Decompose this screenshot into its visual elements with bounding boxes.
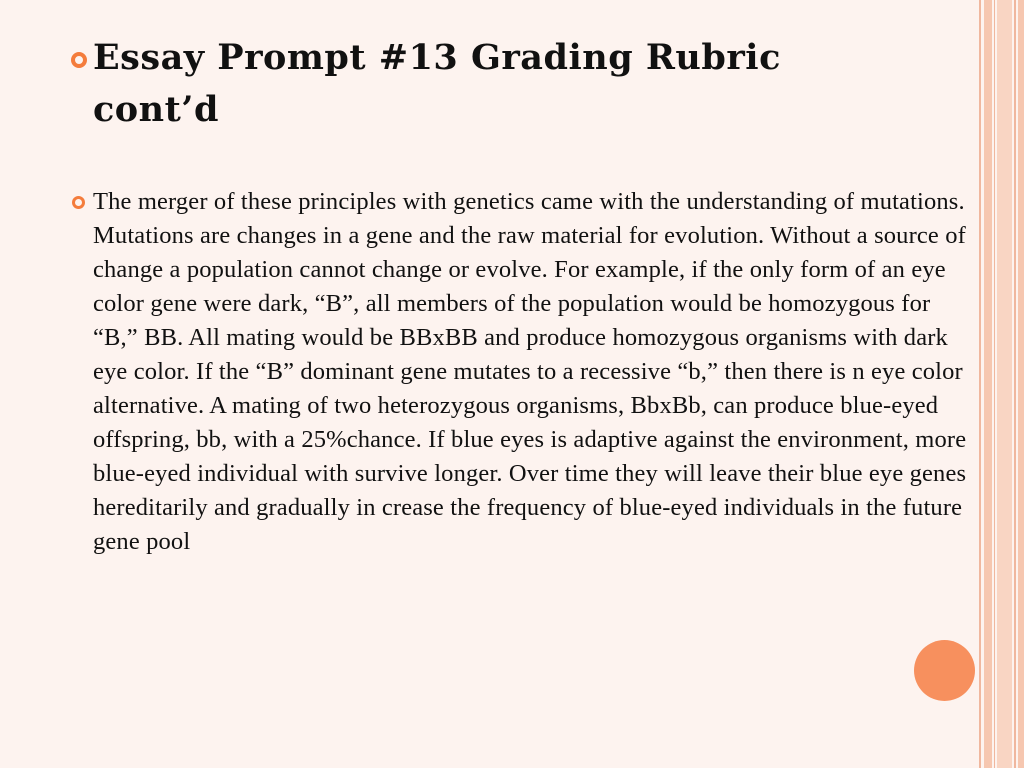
decorative-stripe xyxy=(1018,0,1024,768)
body-paragraph: The merger of these principles with genetics came with the understanding of mutations. Mutations are changes in a gene and the raw material for evolution. Without a source of change a population cannot change or evolve. For example, if the only form of an eye color gene were dark, “B”, all members of the population would be homozygous for “B,” BB. All mating would be BBxBB and produce homozygous organisms with dark eye color. If the “B” dominant gene mutates to a recessive “b,” then there is n eye color alternative. A mating of two heterozygous organisms, BbxBb, can produce blue-eyed offspring, bb, with a 25%chance. If blue eyes is adaptive against the environment, more blue-eyed individual with survive longer. Over time they will leave their blue eye genes hereditarily and gradually in crease the frequency of blue-eyed individuals in the future gene pool xyxy=(93,188,967,555)
decorative-stripe xyxy=(997,0,1012,768)
body-bullet-icon xyxy=(72,196,85,209)
decorative-circle xyxy=(914,640,975,701)
decorative-stripe xyxy=(1014,0,1016,768)
decorative-stripe xyxy=(979,0,981,768)
decorative-stripe xyxy=(994,0,995,768)
decorative-stripe xyxy=(984,0,992,768)
title-bullet-icon xyxy=(71,52,87,68)
slide-title: Essay Prompt #13 Grading Rubric cont’d xyxy=(93,37,781,130)
